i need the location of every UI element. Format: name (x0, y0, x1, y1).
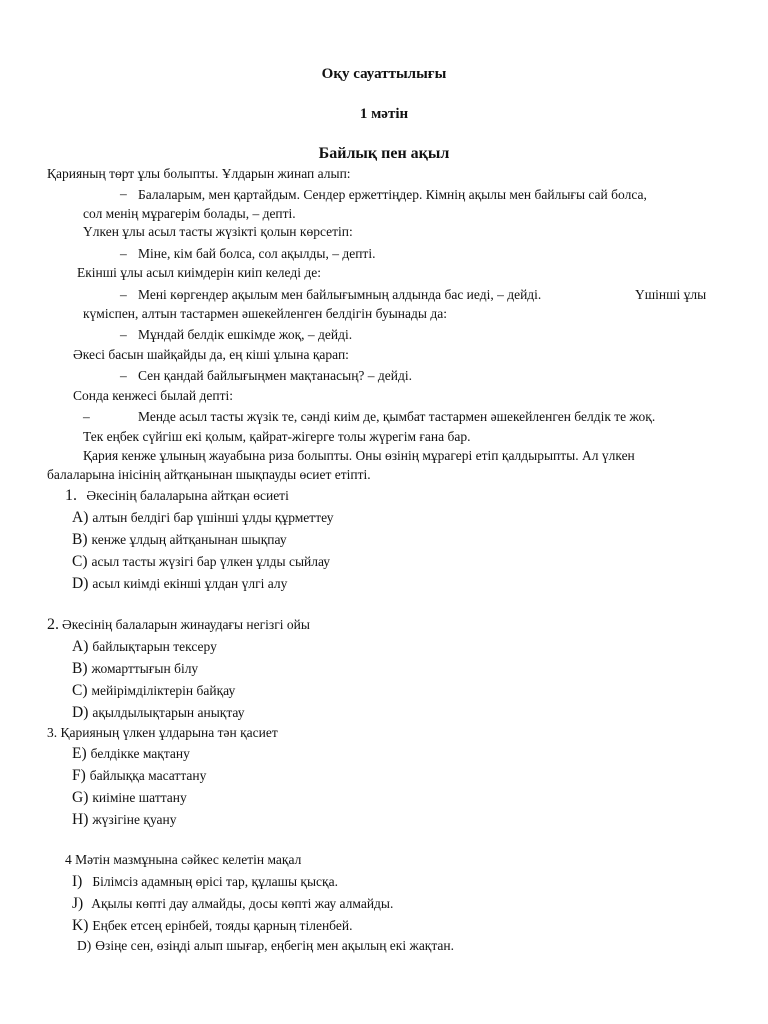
answer-option[interactable] (72, 661, 198, 677)
story-paragraph: Сен қандай байлығыңмен мақтанасың? – дейді. (138, 368, 412, 383)
option-letter: C) (72, 553, 88, 570)
option-text: мейірімділіктерін байқау (91, 683, 236, 698)
option-letter: H) (72, 811, 89, 828)
option-letter: B) (72, 531, 88, 548)
option-letter: K) (72, 917, 89, 934)
option-letter: D) (72, 575, 89, 592)
answer-option[interactable] (72, 510, 334, 526)
dialogue-dash: – (83, 409, 90, 424)
option-text: жомарттығын білу (91, 661, 199, 676)
answer-option[interactable] (72, 554, 330, 570)
story-paragraph: балаларына інісінің айтқанынан шықпауды өсиет етіпті. (47, 467, 371, 482)
option-letter: C) (72, 682, 88, 699)
question-number: 3. (47, 725, 58, 740)
option-text: байлыққа масаттану (89, 768, 207, 783)
answer-option[interactable] (72, 812, 177, 828)
dialogue-dash: – (120, 287, 127, 302)
story-paragraph: Үшінші ұлы (635, 287, 707, 302)
answer-option[interactable] (72, 532, 287, 548)
answer-option[interactable] (72, 576, 287, 592)
answer-option[interactable] (72, 746, 190, 762)
story-paragraph: Міне, кім бай болса, сол ақылды, – депті. (138, 246, 376, 261)
option-text: Еңбек етсең ерінбей, тояды қарның тіленбей. (92, 918, 353, 933)
answer-option[interactable] (72, 768, 206, 784)
option-text: ақылдылықтарын анықтау (92, 705, 245, 720)
answer-option[interactable] (72, 683, 235, 699)
story-paragraph: Екінші ұлы асыл киімдерін киіп келеді де: (77, 265, 321, 280)
story-paragraph: Қария кенже ұлының жауабына риза болыпты. Оны өзінің мұрагері етіп қалдырыпты. Ал үлкен (83, 448, 635, 463)
story-paragraph: Мені көргендер ақылым мен байлығымның алдында бас иеді, – дейді. (138, 287, 542, 302)
option-text: Білімсіз адамның өрісі тар, құлашы қысқа. (92, 874, 338, 889)
document-title: Оқу сауаттылығы (321, 66, 447, 82)
option-letter: A) (72, 509, 89, 526)
question-text: Мәтін мазмұнына сәйкес келетін мақал (75, 852, 302, 867)
dialogue-dash: – (120, 186, 127, 201)
option-text: кенже ұлдың айтқанынан шықпау (91, 532, 287, 547)
story-paragraph: Сонда кенжесі былай депті: (73, 388, 234, 403)
story-paragraph: Мұндай белдік ешкімде жоқ, – дейді. (138, 327, 353, 342)
dialogue-dash: – (120, 327, 127, 342)
story-paragraph: Менде асыл тасты жүзік те, сәнді киім де, қымбат тастармен әшекейленген белдік те жоқ. (138, 409, 656, 424)
option-text: байлықтарын тексеру (92, 639, 217, 654)
answer-option[interactable] (72, 705, 244, 721)
option-letter: A) (72, 638, 89, 655)
option-text: киіміне шаттану (92, 790, 187, 805)
question-text: Әкесінің балаларын жинаудағы негізгі ойы (62, 617, 310, 632)
question-number: 4 (65, 852, 72, 867)
story-paragraph: Тек еңбек сүйгіш екі қолым, қайрат-жігерге толы жүрегім ғана бар. (83, 429, 471, 444)
option-text: жүзігіне қуану (92, 812, 177, 827)
answer-option[interactable] (77, 938, 454, 954)
question-4 (65, 852, 301, 868)
option-letter: G) (72, 789, 89, 806)
question-2 (47, 617, 310, 633)
question-1 (65, 488, 289, 504)
dialogue-dash: – (120, 246, 127, 261)
option-letter: B) (72, 660, 88, 677)
option-letter: D) (77, 938, 92, 953)
story-paragraph: Қарияның төрт ұлы болыпты. Ұлдарын жинап алып: (47, 166, 351, 181)
question-number: 1. (65, 487, 77, 504)
text-number-heading: 1 мәтін (359, 106, 409, 122)
answer-option[interactable] (72, 896, 393, 912)
option-text: асыл киімді екінші ұлдан үлгі алу (92, 576, 288, 591)
story-title: Байлық пен ақыл (318, 145, 450, 162)
option-letter: I) (72, 873, 83, 890)
story-paragraph: сол менің мұрагерім болады, – депті. (83, 206, 296, 221)
option-text: белдікке мақтану (90, 746, 190, 761)
question-text: Әкесінің балаларына айтқан өсиеті (86, 488, 289, 503)
option-letter: D) (72, 704, 89, 721)
question-3 (47, 725, 278, 741)
answer-option[interactable] (72, 639, 217, 655)
question-number: 2. (47, 616, 59, 633)
answer-option[interactable] (72, 874, 338, 890)
option-text: Өзіңе сен, өзіңді алып шығар, еңбегің мен ақылың екі жақтан. (95, 938, 455, 953)
option-letter: E) (72, 745, 87, 762)
story-paragraph: күміспен, алтын тастармен әшекейленген белдігін буынады да: (83, 306, 447, 321)
story-paragraph: Әкесі басын шайқайды да, ең кіші ұлына қарап: (73, 347, 349, 362)
story-paragraph: Үлкен ұлы асыл тасты жүзікті қолын көрсетіп: (83, 224, 353, 239)
option-letter: F) (72, 767, 86, 784)
answer-option[interactable] (72, 790, 187, 806)
question-text: Қарияның үлкен ұлдарына тән қасиет (60, 725, 278, 740)
dialogue-dash: – (120, 368, 127, 383)
option-text: алтын белдігі бар үшінші ұлды құрметтеу (92, 510, 334, 525)
option-text: Ақылы көпті дау алмайды, досы көпті жау алмайды. (91, 896, 394, 911)
answer-option[interactable] (72, 918, 352, 934)
option-letter: J) (72, 895, 84, 912)
option-text: асыл тасты жүзігі бар үлкен ұлды сыйлау (91, 554, 331, 569)
story-paragraph: Балаларым, мен қартайдым. Сендер ержеттіңдер. Кімнің ақылы мен байлығы сай болса, (138, 187, 647, 202)
